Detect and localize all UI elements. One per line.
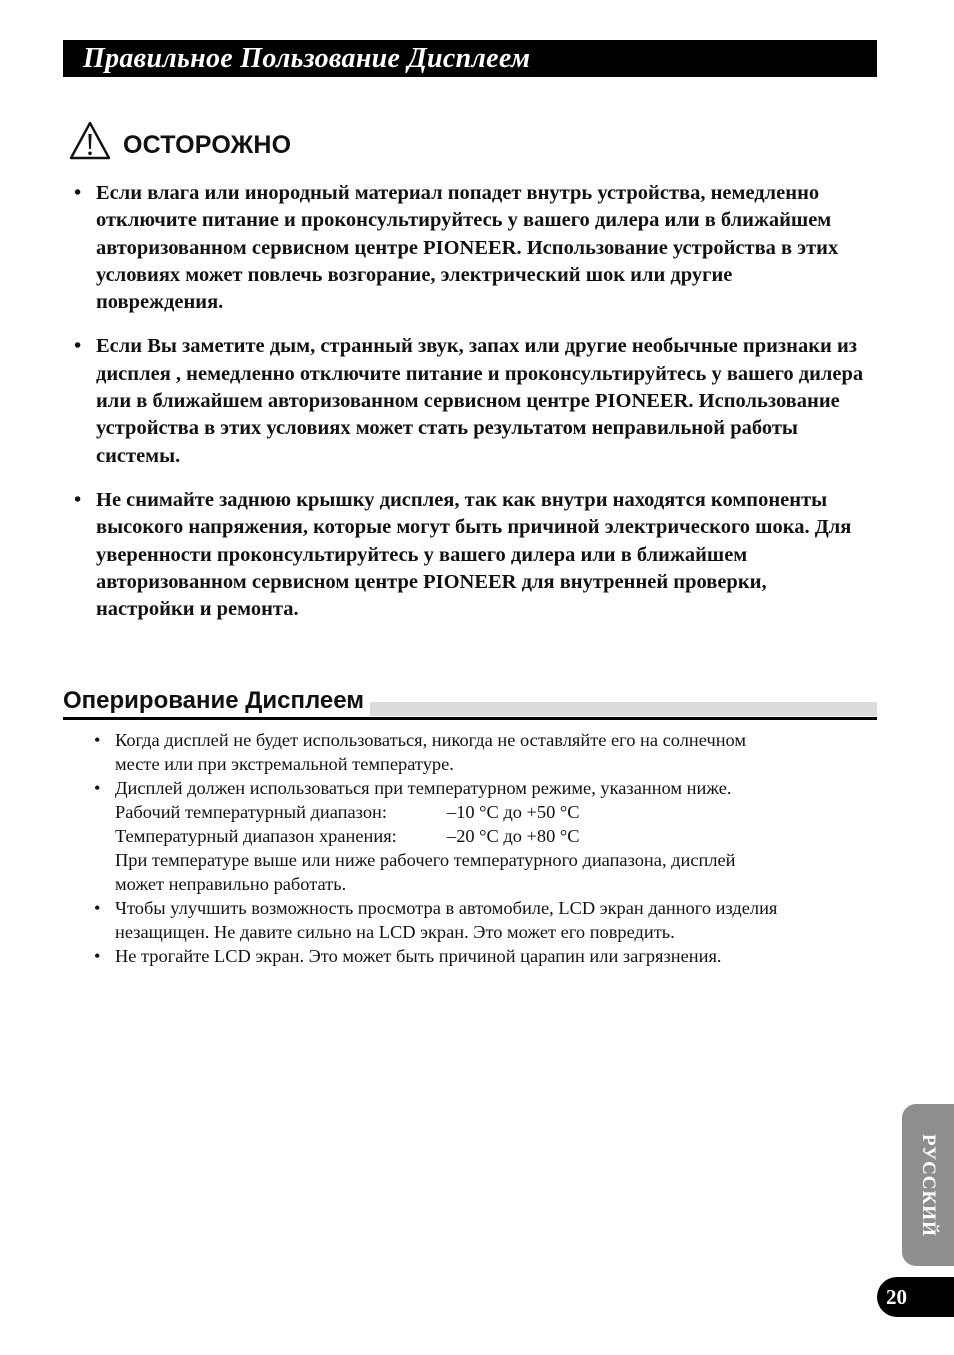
operation-item xyxy=(94,728,884,776)
section-title: Оперирование Дисплеем xyxy=(63,684,370,717)
caution-item xyxy=(74,180,864,316)
operating-temperature-row xyxy=(115,800,884,824)
operating-temperature-label: Рабочий температурный диапазон: xyxy=(115,802,387,822)
bullet: • xyxy=(94,730,101,750)
operation-item xyxy=(94,776,884,896)
caution-list xyxy=(74,180,864,640)
operating-temperature-value: –10 °C до +50 °C xyxy=(447,802,580,822)
caution-item xyxy=(74,333,864,469)
page-title-bar xyxy=(63,40,877,77)
operation-item-line: незащищен. Не давите сильно на LCD экран. Это может его повредить. xyxy=(115,922,675,942)
page-title: Правильное Пользование Дисплеем xyxy=(83,42,531,74)
caution-item xyxy=(74,487,864,623)
operation-item xyxy=(94,944,884,968)
operation-item-line: месте или при экстремальной температуре. xyxy=(115,754,454,774)
caution-item-text: Не снимайте заднюю крышку дисплея, так как внутри находятся компоненты высокого напряжения, которые могут быть причиной электрического шока. Для уверенности проконсультируйтесь у вашего дилера или в ближайшем авторизованном сервисном центре PIONEER для внутренней проверки, настройки и ремонта. xyxy=(96,488,852,621)
storage-temperature-row xyxy=(115,824,884,848)
bullet: • xyxy=(94,898,101,918)
operation-item-line: Чтобы улучшить возможность просмотра в автомобиле, LCD экран данного изделия xyxy=(115,898,778,918)
warning-triangle-icon xyxy=(69,121,111,161)
caution-header xyxy=(69,120,291,162)
operation-item-line: Дисплей должен использоваться при температурном режиме, указанном ниже. xyxy=(115,778,732,798)
storage-temperature-label: Температурный диапазон хранения: xyxy=(115,826,397,846)
language-label: РУССКИЙ xyxy=(918,1133,939,1237)
bullet: • xyxy=(74,335,82,358)
operation-item-line: При температуре выше или ниже рабочего температурного диапазона, дисплей xyxy=(115,850,736,870)
operation-item-line: может неправильно работать. xyxy=(115,874,347,894)
language-tab xyxy=(902,1104,954,1266)
operation-list xyxy=(94,728,884,968)
operation-item xyxy=(94,896,884,944)
caution-item-text: Если Вы заметите дым, странный звук, запах или другие необычные признаки из дисплея , немедленно отключите питание и проконсультируйтесь у вашего дилера или в ближайшем авторизованном сервисном центре PIONEER. Использование устройства в этих условиях может стать результатом неправильной работы системы. xyxy=(96,335,864,467)
bullet: • xyxy=(74,182,82,204)
bullet: • xyxy=(74,488,82,511)
caution-label: ОСТОРОЖНО xyxy=(123,130,292,159)
operation-item-line: Не трогайте LCD экран. Это может быть причиной царапин или загрязнения. xyxy=(115,946,722,966)
section-header xyxy=(63,684,877,720)
operation-item-line: Когда дисплей не будет использоваться, никогда не оставляйте его на солнечном xyxy=(115,730,747,750)
section-header-rule xyxy=(63,717,877,720)
page-number-badge xyxy=(877,1277,954,1317)
page-number: 20 xyxy=(886,1284,907,1309)
bullet: • xyxy=(94,946,101,966)
caution-item-text: Если влага или инородный материал попадет внутрь устройства, немедленно отключите питание и проконсультируйтесь у вашего дилера или в ближайшем авторизованном сервисном центре PIONEER. Использование устройства в этих условиях может повлечь возгорание, электрический шок или другие повреждения. xyxy=(96,182,839,314)
storage-temperature-value: –20 °C до +80 °C xyxy=(447,826,580,846)
bullet: • xyxy=(94,778,101,798)
